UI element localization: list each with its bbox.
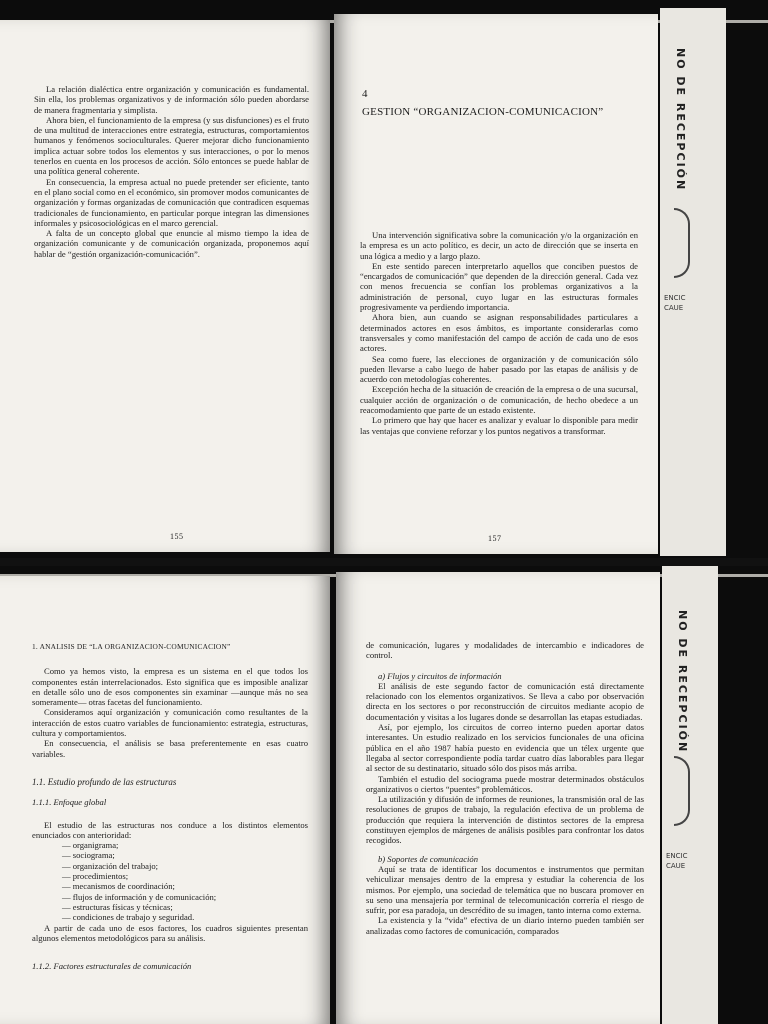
paragraph: En consecuencia, el análisis se basa preferentemente en esas cuatro variables. bbox=[32, 738, 308, 759]
page-left-analysis bbox=[0, 576, 330, 1024]
page-157-body bbox=[360, 230, 638, 436]
page-number: 157 bbox=[488, 534, 502, 543]
seal-stamp bbox=[674, 208, 690, 278]
paragraph: Aquí se trata de identificar los documentos e instrumentos que permitan vehiculizar mensajes dentro de la empresa y estudiar la coherencia de los mismos. Por ejemplo, una sociedad de telemática que no buscara promover en su seno una mensajería por terminal de telecomunicación correría el riesgo de sufrir, por esa paradoja, un descrédito de su imagen, tanto interna como externa. bbox=[366, 863, 644, 916]
subsection-heading: a) Flujos y circuitos de información bbox=[378, 670, 502, 681]
paragraph: En este sentido parecen interpretarlo aquellos que conciben puestos de “encargados de comunicación” que dependen de la dirección general. Cada vez con menos frecuencia se confían los problemas organizativos a la administración de personal, cuyo lugar en las estructuras formales progresivamente va perdiendo importancia. bbox=[360, 260, 638, 313]
page-right-body bbox=[366, 640, 644, 936]
paragraph: También el estudio del sociograma puede mostrar determinados obstáculos organizativos o ciertos “puentes” problemáticos. bbox=[366, 773, 644, 794]
page-right-flows bbox=[336, 572, 660, 1024]
paragraph: El análisis de este segundo factor de comunicación está directamente relacionado con los elementos organizativos. Se lleva a cabo por observación directa en los sectores o por reconstrucción de circuitos mediante acopio de documentación y visitas a los lugares donde se desarrollan las etapas estudiadas. bbox=[366, 680, 644, 722]
page-155-body bbox=[34, 84, 309, 259]
paragraph: de comunicación, lugares y modalidades de intercambio e indicadores de control. bbox=[366, 640, 644, 661]
paragraph: El estudio de las estructuras nos conduce a los distintos elementos enunciados con anterioridad: bbox=[32, 819, 308, 840]
stamp-fragment: CAUE bbox=[666, 862, 686, 870]
paragraph: Así, por ejemplo, los circuitos de correo interno pueden aportar datos interesantes. Un estudio realizado en los servicios funcionales de una oficina pública en el año 1987 había puesto en evidencia que un télex urgente que llegaba al sector correspondiente podía tardar cuatro días laborables para llegar al sector de su destinatario, situado sólo dos pisos más arriba. bbox=[366, 722, 644, 774]
list-item: — estructuras físicas y técnicas; bbox=[62, 902, 308, 912]
paragraph: Ahora bien, el funcionamiento de la empresa (y sus disfunciones) es el fruto de una multitud de interacciones entre estrategia, estructuras, comportamientos humanos y fenómenos socioculturales. Querer mejorar dicho funcionamiento implica actuar sobre todos los elementos y sus interacciones, o por lo menos tenerlos en cuenta en los procesos de acción. Sólo entonces se puede hablar de una política general coherente. bbox=[34, 114, 309, 177]
stamp-text: NO DE RECEPCIÓN bbox=[676, 610, 689, 754]
subsection-heading: 1.1. Estudio profundo de las estructuras bbox=[32, 776, 177, 787]
page-number: 155 bbox=[170, 532, 184, 541]
paragraph: La utilización y difusión de informes de reuniones, la transmisión oral de las resoluciones de grupos de trabajo, la regulación efectiva de un problema de producción que requiera la intervención de distintos sectores de la empresa constituyen ejemplos de márgenes de análisis posibles para confrontar los datos recogidos. bbox=[366, 794, 644, 846]
stamp-fragment: ENCIC bbox=[664, 294, 686, 302]
page-155 bbox=[0, 20, 330, 552]
list-item: — procedimientos; bbox=[62, 871, 308, 881]
paragraph: Ahora bien, aun cuando se asignan responsabilidades particulares a determinados actores en esos ámbitos, es importante considerarlas como transversales y como manifestación del campo de acción de cada uno de esos actores. bbox=[360, 312, 638, 354]
list-item: — condiciones de trabajo y seguridad. bbox=[62, 912, 308, 922]
list-item: — sociograma; bbox=[62, 850, 308, 860]
chapter-title: GESTION “ORGANIZACION-COMUNICACION” bbox=[362, 106, 604, 118]
paragraph: Lo primero que hay que hacer es analizar y evaluar lo disponible para medir las ventajas que conviene reforzar y los puntos negativos a transformar. bbox=[360, 415, 638, 436]
seal-stamp bbox=[674, 756, 690, 826]
paragraph: Una intervención significativa sobre la comunicación y/o la organización en la empresa es un acto político, es decir, un acto de dirección que se inserta en una lógica a medio y a largo plazo. bbox=[360, 230, 638, 261]
list-item: — organigrama; bbox=[62, 840, 308, 850]
subsection-heading: b) Soportes de comunicación bbox=[378, 853, 478, 864]
list-item: — flujos de información y de comunicación; bbox=[62, 892, 308, 902]
paragraph: A falta de un concepto global que enuncie al mismo tiempo la idea de organización comunicante y de comunicación organizada, proponemos aquí hablar de “gestión organización-comunicación”. bbox=[34, 228, 309, 259]
subsection-heading: 1.1.1. Enfoque global bbox=[32, 797, 107, 808]
paragraph: La relación dialéctica entre organización y comunicación es fundamental. Sin ella, los problemas organizativos y de información sólo pueden abordarse de manera fragmentaria y simplista. bbox=[34, 84, 309, 115]
list-item: — organización del trabajo; bbox=[62, 861, 308, 871]
chapter-number: 4 bbox=[362, 88, 368, 100]
stamp-text: NO DE RECEPCIÓN bbox=[674, 48, 687, 192]
paragraph: En consecuencia, la empresa actual no puede pretender ser eficiente, tanto en el plano social como en el económico, sin promover modos comunicantes de organización y formas organizadas de comunicación que contradicen esquemas tradicionales de funcionamiento, en particular porque integran las dimensiones informales y psicosociológicas en el marco gerencial. bbox=[34, 176, 309, 228]
paragraph: La existencia y la “vida” efectiva de un diario interno pueden también ser analizadas como factores de comunicación, comparados bbox=[366, 915, 644, 936]
subsection-heading: 1.1.2. Factores estructurales de comunicación bbox=[32, 961, 192, 972]
list-item: — mecanismos de coordinación; bbox=[62, 881, 308, 891]
page-157 bbox=[334, 14, 658, 554]
paragraph: Consideramos aquí organización y comunicación como resultantes de la interacción de estos cuatro variables de funcionamiento: estrategia, estructuras, cultura y comportamientos. bbox=[32, 707, 308, 739]
paragraph: Como ya hemos visto, la empresa es un sistema en el que todos los componentes están interrelacionados. Esto significa que es imposible analizar en detalle sólo uno de esos componentes sin examinar —aunque más no sea someramente— otras facetas del funcionamiento. bbox=[32, 666, 308, 708]
scan-bottom-spread bbox=[0, 566, 768, 1024]
stamp-fragment: ENCIC bbox=[666, 852, 688, 860]
structure-elements-list bbox=[32, 840, 308, 922]
paragraph: Sea como fuere, las elecciones de organización y de comunicación sólo pueden llevarse a cabo luego de haber pasado por las etapas de análisis y de acuerdo con metodologías coherentes. bbox=[360, 353, 638, 385]
adjacent-page-edge bbox=[660, 8, 726, 556]
paragraph: Excepción hecha de la situación de creación de la empresa o de una sucursal, cualquier acción de organización o de comunicación, de hecho obedece a un reacomodamiento que parte de un estado existente. bbox=[360, 384, 638, 416]
stamp-fragment: CAUE bbox=[664, 304, 684, 312]
adjacent-page-edge bbox=[662, 566, 718, 1024]
section-heading: 1. ANALISIS DE “LA ORGANIZACION-COMUNICACION” bbox=[32, 642, 231, 651]
page-left-body bbox=[32, 642, 308, 971]
paragraph: A partir de cada uno de esos factores, los cuadros siguientes presentan algunos elementos metodológicos para su análisis. bbox=[32, 922, 308, 943]
